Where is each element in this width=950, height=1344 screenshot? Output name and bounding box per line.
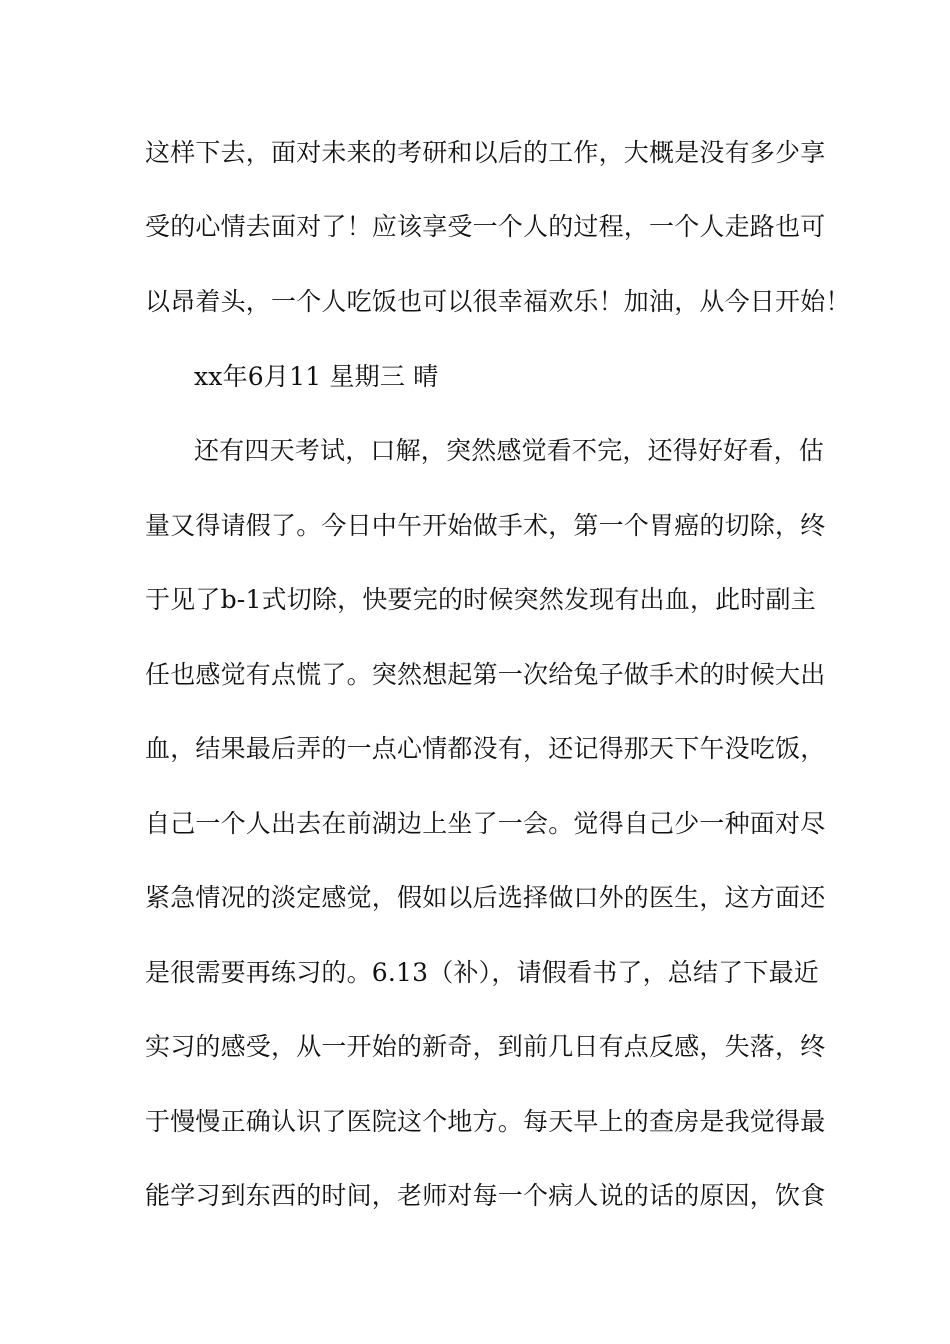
date-heading: xx年6月11 星期三 晴 (194, 362, 439, 391)
text-line: 量又得请假了。今日中午开始做手术，第一个胃癌的切除，终 (145, 511, 826, 540)
text-line: 是很需要再练习的。6.13（补），请假看书了，总结了下最近 (145, 958, 819, 987)
text-line: 任也感觉有点慌了。突然想起第一次给兔子做手术的时候大出 (145, 660, 826, 689)
text-line: 实习的感受，从一开始的新奇，到前几日有点反感，失落，终 (145, 1032, 826, 1061)
text-line: 自己一个人出去在前湖边上坐了一会。觉得自己少一种面对尽 (145, 809, 826, 838)
text-line: 紧急情况的淡定感觉，假如以后选择做口外的医生，这方面还 (145, 883, 826, 912)
text-line: 这样下去，面对未来的考研和以后的工作，大概是没有多少享 (145, 138, 826, 167)
text-line: 还有四天考试，口解，突然感觉看不完，还得好好看，估 (194, 436, 825, 465)
text-line: 血，结果最后弄的一点心情都没有，还记得那天下午没吃饭， (145, 734, 826, 763)
text-line: 以昂着头，一个人吃饭也可以很幸福欢乐！加油，从今日开始！ (145, 287, 851, 316)
text-line: 于见了b-1式切除，快要完的时候突然发现有出血，此时副主 (145, 585, 816, 614)
text-line: 能学习到东西的时间，老师对每一个病人说的话的原因，饮食 (145, 1181, 826, 1210)
text-line: 于慢慢正确认识了医院这个地方。每天早上的查房是我觉得最 (145, 1107, 826, 1136)
text-line: 受的心情去面对了！应该享受一个人的过程，一个人走路也可 (145, 212, 826, 241)
